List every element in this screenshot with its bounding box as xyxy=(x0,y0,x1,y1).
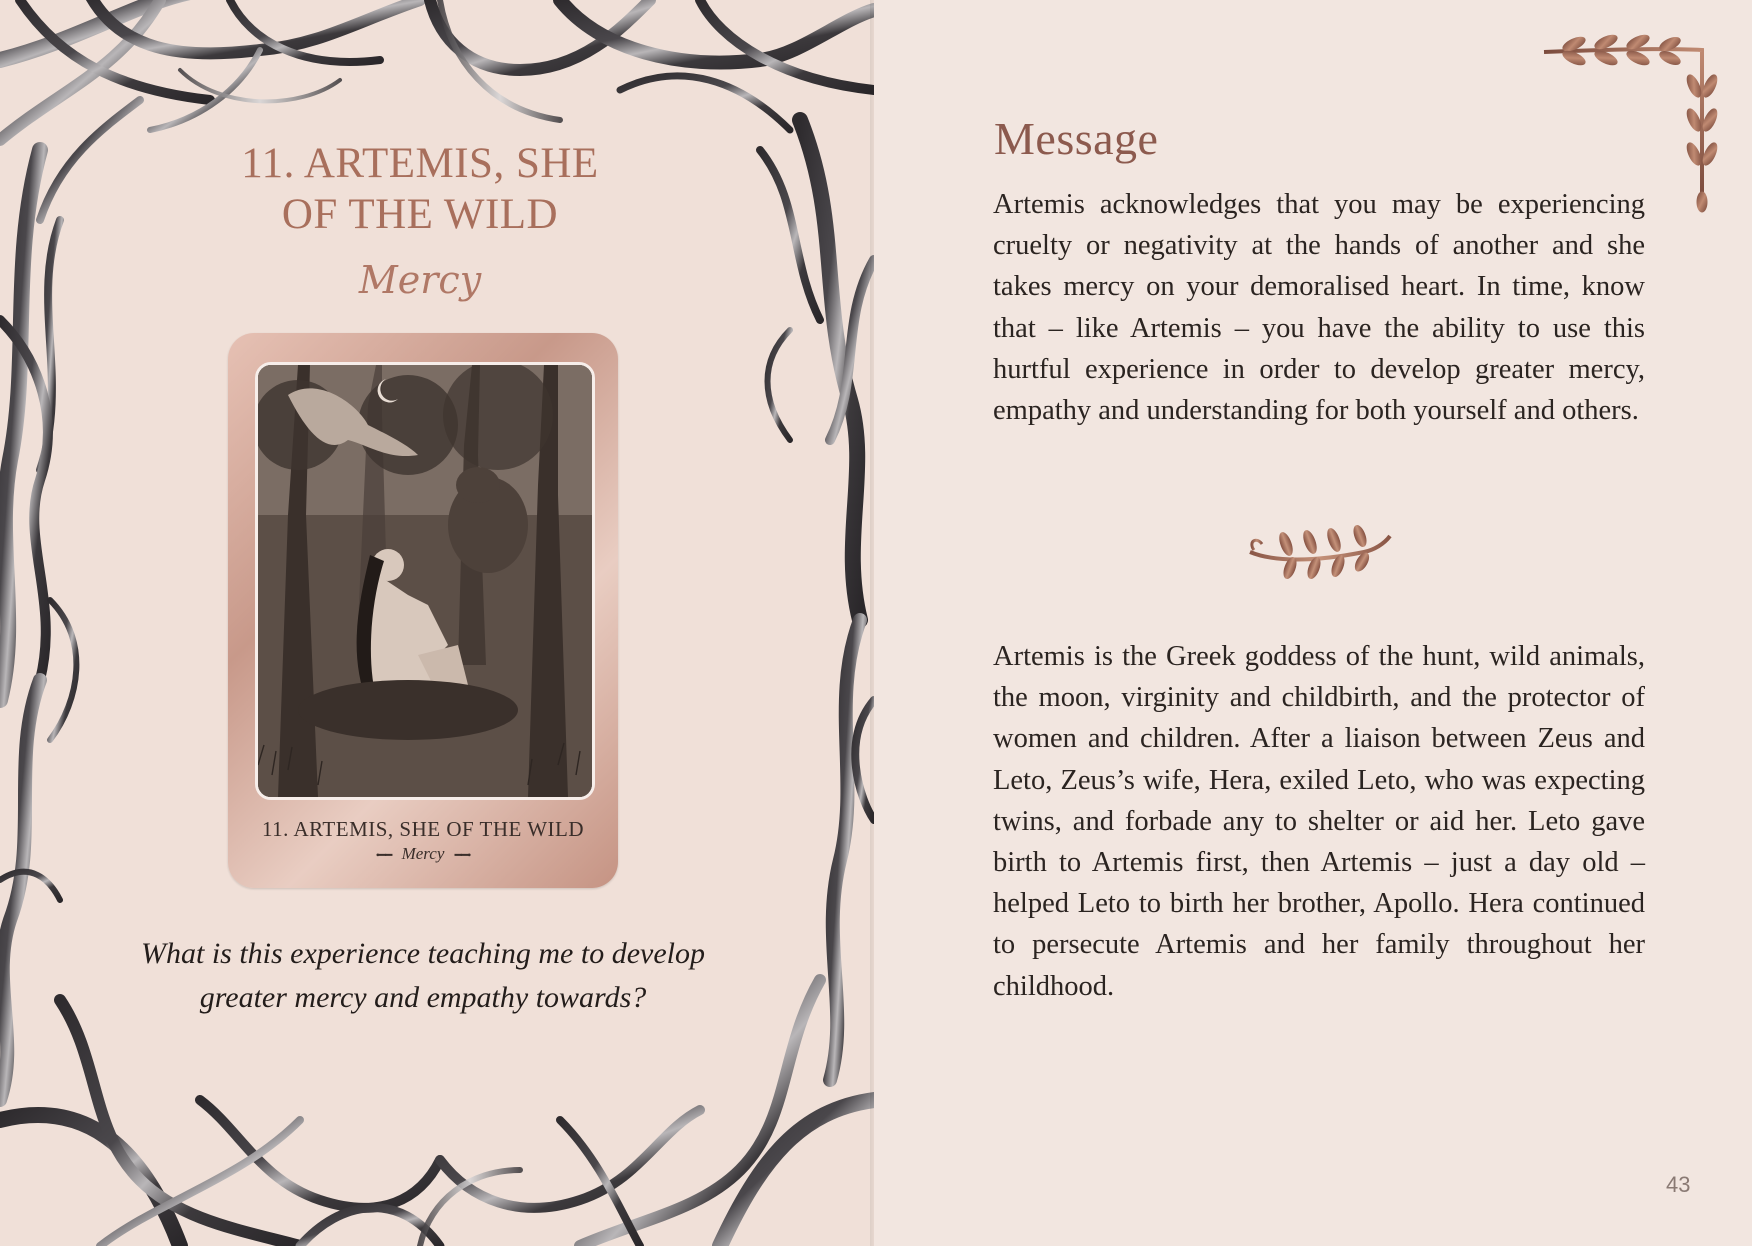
card-subcaption xyxy=(228,844,618,864)
left-page xyxy=(0,0,874,1246)
card-title-line-1: 11. ARTEMIS, SHE xyxy=(241,140,599,187)
right-page xyxy=(874,0,1752,1246)
card-illustration xyxy=(255,362,595,800)
reflection-question: What is this experience teaching me to develop greater mercy and empathy towards? xyxy=(141,937,705,1014)
message-paragraph: Artemis acknowledges that you may be experiencing cruelty or negativity at the hands of another and she takes mercy on your demoralised heart. In time, know that – like Artemis – you have the ability to use this hurtful experience in order to develop greater mercy, empathy and understanding for both yourself and others. xyxy=(993,189,1645,427)
divider-sprig-icon xyxy=(1244,522,1394,588)
card-title-line-2: OF THE WILD xyxy=(281,191,559,238)
card-keyword: Mercy xyxy=(358,258,482,302)
card-subcaption-text: Mercy xyxy=(401,844,445,863)
card-caption: 11. ARTEMIS, SHE OF THE WILD xyxy=(261,817,585,841)
page-number: 43 xyxy=(1666,1172,1691,1197)
message-heading: Message xyxy=(994,113,1159,164)
card-illustration-icon xyxy=(258,365,592,797)
ornament-left: •━━ xyxy=(375,848,392,862)
oracle-card xyxy=(228,333,618,888)
card-title xyxy=(160,138,680,240)
mythology-paragraph: Artemis is the Greek goddess of the hunt, wild animals, the moon, virginity and childbirth, and the protector of women and children. After a liaison between Zeus and Leto, Zeus’s wife, Hera, exiled Leto, who was expecting twins, and forbade any to shelter or aid her. Leto gave birth to Artemis first, then Artemis – just a day old – helped Leto to birth her brother, Apollo. Hera continued to persecute Artemis and her family throughout her childhood. xyxy=(993,641,1645,1002)
ornament-right: ━━• xyxy=(454,848,471,862)
